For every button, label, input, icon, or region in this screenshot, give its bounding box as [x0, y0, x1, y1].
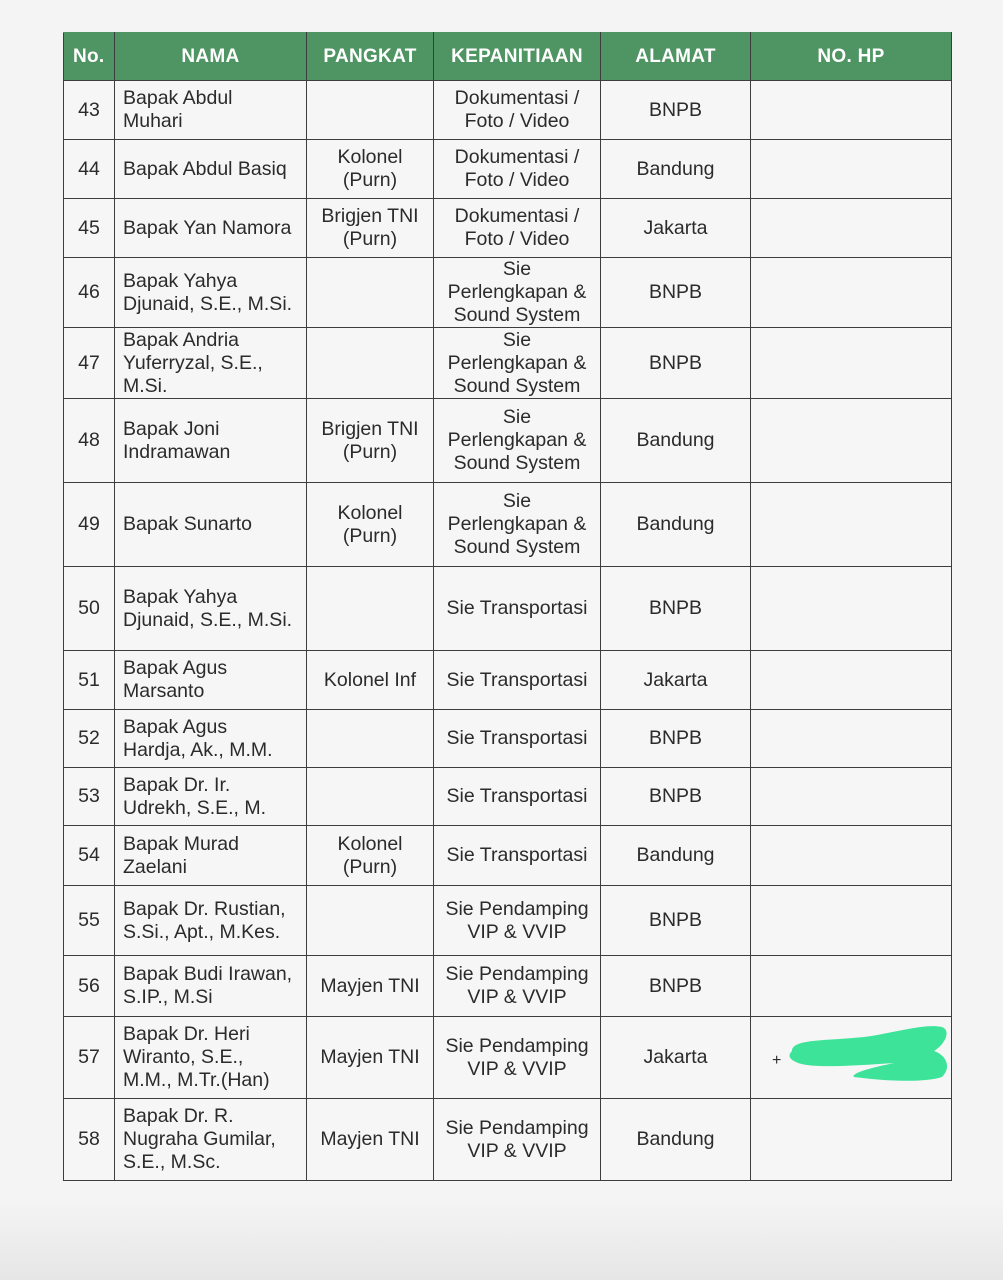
nama-line: Bapak Agus [123, 657, 228, 679]
cell-no: 43 [64, 81, 115, 140]
cell-no-hp [751, 483, 952, 567]
cell-pangkat [307, 140, 434, 199]
cell-pangkat [307, 826, 434, 886]
cell-no-hp [751, 258, 952, 328]
cell-pangkat [307, 328, 434, 399]
kepanitiaan-line: VIP & VVIP [467, 920, 567, 943]
kepanitiaan-line: Perlengkapan & [447, 513, 587, 535]
cell-no-hp [751, 768, 952, 826]
table-row [64, 651, 952, 710]
cell-alamat: BNPB [601, 956, 751, 1017]
kepanitiaan-line: Dokumentasi / [454, 87, 580, 109]
cell-pangkat [307, 956, 434, 1017]
cell-no-hp [751, 1017, 952, 1099]
kepanitiaan-line: Sound System [453, 374, 581, 397]
kepanitiaan-line: Perlengkapan & [447, 351, 587, 374]
cell-nama [115, 81, 307, 140]
nama-line: Bapak Yan Namora [123, 216, 292, 239]
cell-kepanitiaan [434, 328, 601, 399]
table-row [64, 399, 952, 483]
header-nama: NAMA [115, 33, 307, 81]
cell-no-hp [751, 826, 952, 886]
cell-alamat: BNPB [601, 81, 751, 140]
nama-line: Bapak Dr. Heri [123, 1023, 250, 1045]
cell-pangkat [307, 886, 434, 956]
cell-alamat: BNPB [601, 768, 751, 826]
cell-nama [115, 651, 307, 710]
cell-nama [115, 399, 307, 483]
pangkat-line: Mayjen TNI [320, 974, 420, 997]
cell-no: 44 [64, 140, 115, 199]
table-row [64, 483, 952, 567]
nama-line: Bapak Agus [123, 715, 228, 738]
kepanitiaan-line: Sound System [453, 304, 581, 326]
kepanitiaan-line: VIP & VVIP [467, 1057, 567, 1080]
cell-no-hp [751, 956, 952, 1017]
cell-alamat: Jakarta [601, 651, 751, 710]
cell-no: 45 [64, 199, 115, 258]
kepanitiaan-line: Foto / Video [464, 110, 570, 132]
cell-no: 48 [64, 399, 115, 483]
kepanitiaan-line: Sie Transportasi [446, 597, 588, 619]
kepanitiaan-line: Sie Pendamping [445, 1034, 589, 1057]
nama-line: Bapak Sunarto [123, 513, 253, 535]
kepanitiaan-line: Sie Pendamping [445, 897, 589, 920]
kepanitiaan-line: Perlengkapan & [447, 281, 587, 303]
table-header [64, 33, 952, 81]
cell-no-hp [751, 140, 952, 199]
cell-kepanitiaan [434, 710, 601, 768]
table-row [64, 81, 952, 140]
cell-pangkat [307, 199, 434, 258]
kepanitiaan-line: Sie Transportasi [446, 785, 588, 807]
kepanitiaan-line: Sie Pendamping [445, 1116, 589, 1139]
cell-no: 56 [64, 956, 115, 1017]
cell-kepanitiaan [434, 886, 601, 956]
cell-alamat: Bandung [601, 140, 751, 199]
nama-line: Bapak Yahya [123, 585, 238, 608]
nama-line: Yuferryzal, S.E., [123, 351, 263, 374]
kepanitiaan-line: Sie [502, 490, 532, 512]
cell-kepanitiaan [434, 258, 601, 328]
cell-nama [115, 199, 307, 258]
cell-alamat: Jakarta [601, 199, 751, 258]
cell-kepanitiaan [434, 768, 601, 826]
nama-line: M.Si. [123, 374, 168, 397]
nama-line: Zaelani [123, 855, 187, 878]
table-row [64, 768, 952, 826]
redaction-scribble [784, 1021, 950, 1083]
cell-no-hp [751, 567, 952, 651]
cell-pangkat [307, 483, 434, 567]
cell-nama [115, 1099, 307, 1181]
nama-line: Marsanto [123, 680, 205, 702]
cell-kepanitiaan [434, 140, 601, 199]
cell-nama [115, 956, 307, 1017]
cell-pangkat [307, 567, 434, 651]
cell-kepanitiaan [434, 483, 601, 567]
cell-no: 51 [64, 651, 115, 710]
kepanitiaan-line: VIP & VVIP [467, 986, 567, 1008]
kepanitiaan-line: Sie Transportasi [446, 668, 588, 691]
cell-alamat: BNPB [601, 710, 751, 768]
cell-alamat: BNPB [601, 258, 751, 328]
table-row [64, 567, 952, 651]
cell-nama [115, 483, 307, 567]
cell-no: 46 [64, 258, 115, 328]
nama-line: Wiranto, S.E., [123, 1046, 244, 1068]
cell-pangkat [307, 1017, 434, 1099]
committee-table [63, 32, 952, 1181]
cell-alamat: BNPB [601, 886, 751, 956]
pangkat-line: (Purn) [342, 228, 398, 250]
pangkat-line: Kolonel [337, 146, 403, 168]
pangkat-line: (Purn) [342, 855, 398, 878]
cell-kepanitiaan [434, 826, 601, 886]
nama-line: Bapak Yahya [123, 269, 238, 292]
cell-no-hp [751, 1099, 952, 1181]
header-alamat: ALAMAT [601, 33, 751, 81]
cell-nama [115, 1017, 307, 1099]
table-row [64, 1099, 952, 1181]
header-pangkat: PANGKAT [307, 33, 434, 81]
kepanitiaan-line: Sound System [453, 452, 581, 474]
nama-line: Bapak Abdul [123, 87, 233, 109]
kepanitiaan-line: Sie Pendamping [445, 963, 589, 985]
pangkat-line: Brigjen TNI [321, 205, 419, 227]
pangkat-line: (Purn) [342, 169, 398, 191]
cell-alamat: Bandung [601, 826, 751, 886]
pangkat-line: Kolonel [337, 501, 403, 524]
cell-kepanitiaan [434, 81, 601, 140]
cell-nama [115, 140, 307, 199]
pangkat-line: (Purn) [342, 524, 398, 547]
kepanitiaan-line: Sie Transportasi [446, 727, 588, 749]
nama-line: Muhari [123, 110, 183, 132]
nama-line: Djunaid, S.E., M.Si. [123, 608, 293, 631]
phone-prefix: + [772, 1052, 782, 1069]
cell-pangkat [307, 651, 434, 710]
cell-pangkat [307, 710, 434, 768]
header-no-hp: NO. HP [751, 33, 952, 81]
nama-line: S.IP., M.Si [123, 986, 213, 1008]
cell-nama [115, 567, 307, 651]
kepanitiaan-line: Dokumentasi / [454, 205, 580, 227]
kepanitiaan-line: VIP & VVIP [467, 1139, 567, 1162]
cell-no-hp [751, 710, 952, 768]
table-row [64, 140, 952, 199]
kepanitiaan-line: Dokumentasi / [454, 146, 580, 168]
table-row [64, 258, 952, 328]
cell-nama [115, 710, 307, 768]
cell-no: 54 [64, 826, 115, 886]
pangkat-line: Brigjen TNI [321, 417, 419, 440]
nama-line: Bapak Joni [123, 417, 220, 440]
pangkat-line: Kolonel [337, 832, 403, 855]
nama-line: S.E., M.Sc. [123, 1151, 221, 1173]
cell-no-hp [751, 328, 952, 399]
pangkat-line: (Purn) [342, 440, 398, 463]
header-kepanitiaan: KEPANITIAAN [434, 33, 601, 81]
cell-alamat: Bandung [601, 399, 751, 483]
nama-line: M.M., M.Tr.(Han) [123, 1069, 270, 1091]
cell-pangkat [307, 258, 434, 328]
nama-line: Udrekh, S.E., M. [123, 796, 267, 819]
nama-line: Djunaid, S.E., M.Si. [123, 292, 293, 315]
cell-nama [115, 826, 307, 886]
nama-line: Bapak Andria [123, 328, 240, 351]
nama-line: Bapak Dr. Ir. [123, 773, 231, 796]
nama-line: Bapak Abdul Basiq [123, 157, 287, 180]
cell-kepanitiaan [434, 1017, 601, 1099]
cell-alamat: BNPB [601, 328, 751, 399]
pangkat-line: Mayjen TNI [320, 1046, 420, 1068]
cell-kepanitiaan [434, 956, 601, 1017]
cell-alamat: Bandung [601, 1099, 751, 1181]
table-row [64, 886, 952, 956]
cell-no: 58 [64, 1099, 115, 1181]
header-no: No. [64, 33, 115, 81]
nama-line: Bapak Dr. Rustian, [123, 897, 286, 920]
cell-pangkat [307, 768, 434, 826]
nama-line: Bapak Dr. R. [123, 1105, 234, 1127]
pangkat-line: Mayjen TNI [320, 1128, 420, 1150]
cell-pangkat [307, 1099, 434, 1181]
cell-no: 47 [64, 328, 115, 399]
cell-alamat: Jakarta [601, 1017, 751, 1099]
table-row [64, 199, 952, 258]
cell-no-hp [751, 886, 952, 956]
table-row [64, 710, 952, 768]
kepanitiaan-line: Sie Transportasi [446, 844, 588, 866]
cell-kepanitiaan [434, 1099, 601, 1181]
table-row [64, 956, 952, 1017]
cell-no: 55 [64, 886, 115, 956]
table-row [64, 1017, 952, 1099]
cell-kepanitiaan [434, 651, 601, 710]
cell-nama [115, 258, 307, 328]
table-row [64, 826, 952, 886]
cell-no-hp [751, 81, 952, 140]
cell-alamat: BNPB [601, 567, 751, 651]
cell-alamat: Bandung [601, 483, 751, 567]
kepanitiaan-line: Perlengkapan & [447, 429, 587, 451]
nama-line: Bapak Budi Irawan, [123, 963, 293, 985]
nama-line: S.Si., Apt., M.Kes. [123, 920, 281, 943]
cell-kepanitiaan [434, 199, 601, 258]
nama-line: Hardja, Ak., M.M. [123, 738, 273, 761]
page-bottom-margin [0, 1200, 1003, 1280]
cell-nama [115, 328, 307, 399]
kepanitiaan-line: Sound System [453, 536, 581, 558]
cell-pangkat [307, 399, 434, 483]
cell-no: 50 [64, 567, 115, 651]
cell-nama [115, 886, 307, 956]
cell-no: 49 [64, 483, 115, 567]
cell-no-hp [751, 399, 952, 483]
kepanitiaan-line: Sie [502, 328, 532, 351]
cell-nama [115, 768, 307, 826]
cell-no-hp [751, 651, 952, 710]
kepanitiaan-line: Foto / Video [464, 169, 570, 191]
cell-no: 52 [64, 710, 115, 768]
table-row [64, 328, 952, 399]
cell-pangkat [307, 81, 434, 140]
cell-kepanitiaan [434, 399, 601, 483]
nama-line: Bapak Murad [123, 832, 239, 855]
cell-no: 53 [64, 768, 115, 826]
kepanitiaan-line: Foto / Video [464, 228, 570, 250]
nama-line: Nugraha Gumilar, [123, 1128, 276, 1150]
kepanitiaan-line: Sie [502, 258, 532, 280]
pangkat-line: Kolonel Inf [323, 668, 417, 691]
cell-no: 57 [64, 1017, 115, 1099]
cell-kepanitiaan [434, 567, 601, 651]
kepanitiaan-line: Sie [502, 406, 532, 428]
cell-no-hp [751, 199, 952, 258]
nama-line: Indramawan [123, 440, 231, 463]
table-body [64, 81, 952, 1181]
